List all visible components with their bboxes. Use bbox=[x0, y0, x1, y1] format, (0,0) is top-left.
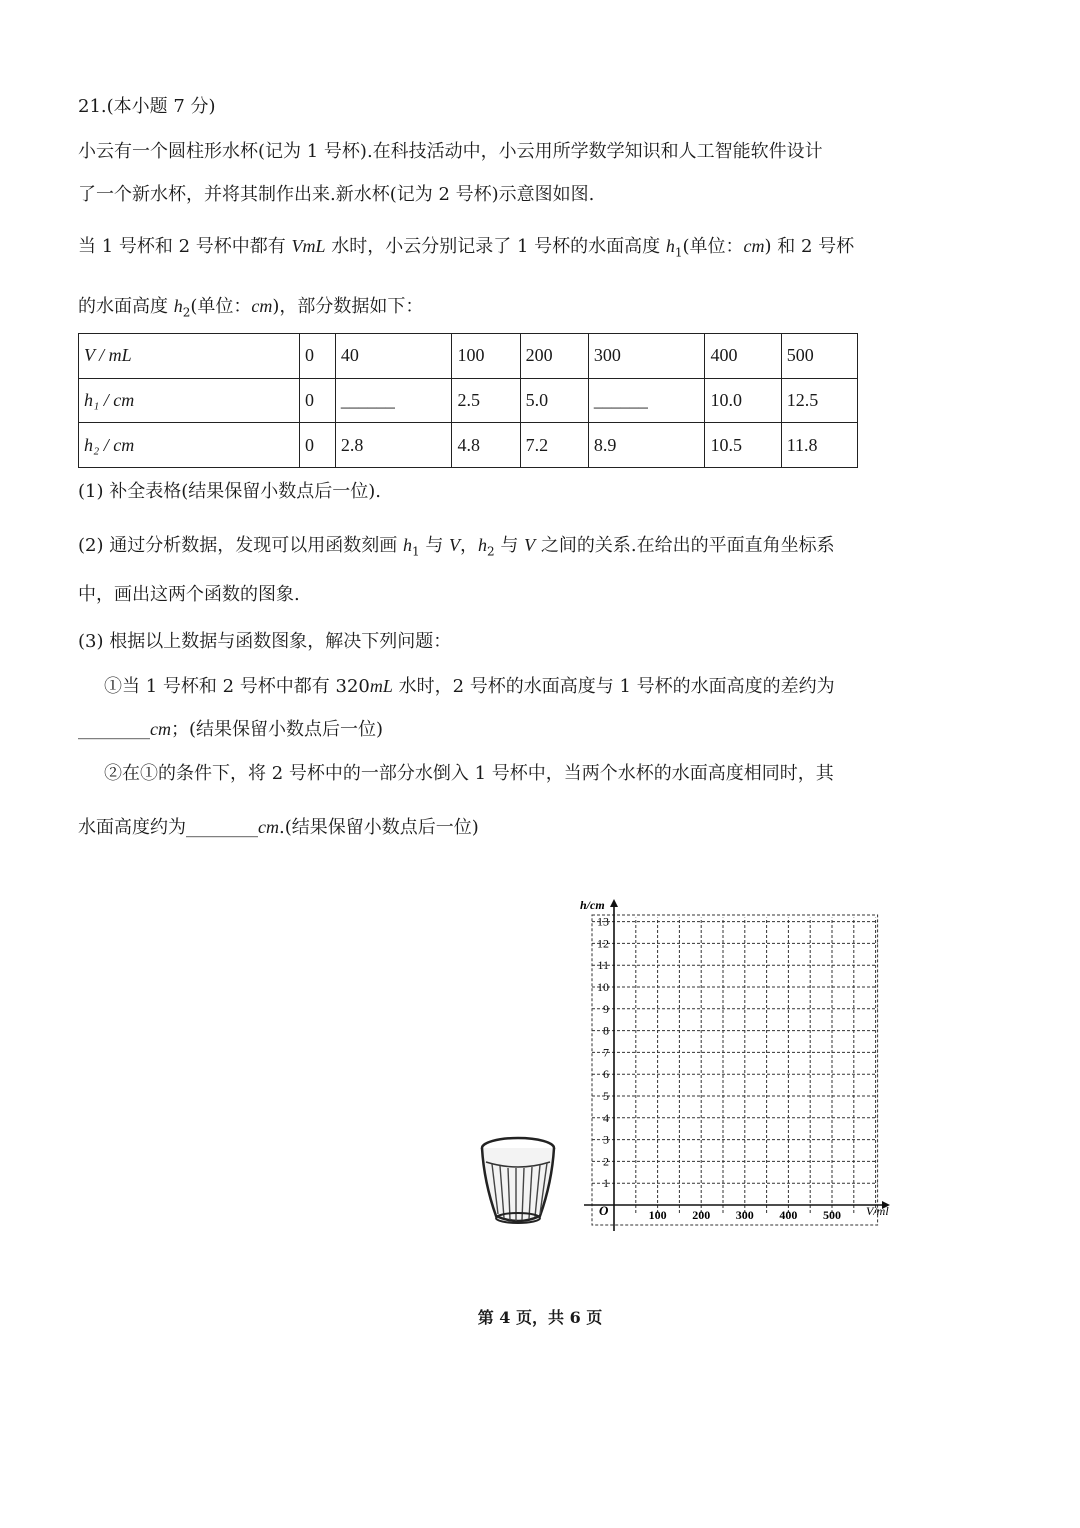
x-tick-label: 500 bbox=[823, 1208, 841, 1222]
y-tick-label: 13 bbox=[597, 914, 609, 929]
table-cell: 11.8 bbox=[781, 423, 857, 468]
question-text: 之间的关系.在给出的平面直角坐标系 bbox=[535, 535, 835, 556]
y-tick-label: 10 bbox=[597, 980, 609, 994]
y-tick-label: 7 bbox=[603, 1045, 609, 1060]
problem-header bbox=[78, 95, 216, 119]
y-tick-label: 6 bbox=[603, 1067, 609, 1082]
y-axis-label: h/cm bbox=[580, 898, 605, 912]
h1-var: h bbox=[402, 535, 412, 555]
table-cell: 10.5 bbox=[705, 423, 781, 468]
condition-text: ) 和 2 号杯 bbox=[764, 236, 855, 257]
table-cell: 0 bbox=[300, 423, 336, 468]
coordinate-grid[interactable] bbox=[570, 893, 910, 1233]
volume-var: V bbox=[524, 535, 536, 555]
x-tick-label: 200 bbox=[692, 1208, 711, 1222]
condition-text: 当 1 号杯和 2 号杯中都有 bbox=[78, 236, 292, 257]
y-axis-arrow-icon bbox=[610, 899, 618, 907]
table-row-h2 bbox=[79, 423, 858, 468]
table-header-h1: h₁ / cm bbox=[79, 378, 300, 423]
grid-lines bbox=[592, 915, 878, 1225]
question-3-1-line-2 bbox=[78, 717, 383, 742]
volume-var: VmL bbox=[291, 236, 326, 256]
condition-text: 水时，小云分别记录了 1 号杯的水面高度 bbox=[325, 236, 666, 257]
question-text: (2) 通过分析数据，发现可以用函数刻画 bbox=[78, 535, 403, 556]
table-cell: 2.5 bbox=[452, 378, 520, 423]
unit-ml: mL bbox=[369, 676, 393, 696]
tick-labels bbox=[597, 915, 841, 1222]
x-tick-label: 400 bbox=[779, 1208, 798, 1222]
question-3-2: ②在①的条件下，将 2 号杯中的一部分水倒入 1 号杯中，当两个水杯的水面高度相同时，其 bbox=[104, 763, 834, 784]
question-3-1 bbox=[104, 674, 835, 699]
table-cell: 300 bbox=[588, 334, 705, 379]
y-tick-label: 8 bbox=[603, 1023, 609, 1038]
origin-label: O bbox=[599, 1203, 609, 1218]
table-cell: 0 bbox=[300, 334, 336, 379]
table-row-v bbox=[79, 334, 858, 379]
table-cell: 200 bbox=[520, 334, 588, 379]
question-2-line-1 bbox=[78, 533, 835, 564]
h2-subscript: 2 bbox=[487, 544, 495, 559]
intro-line-2: 了一个新水杯，并将其制作出来.新水杯(记为 2 号杯)示意图如图. bbox=[78, 184, 595, 205]
table-cell: 7.2 bbox=[520, 423, 588, 468]
unit-cm: cm bbox=[258, 817, 279, 837]
page-footer: 第 4 页，共 6 页 bbox=[477, 1308, 603, 1327]
table-header-v: V / mL bbox=[79, 334, 300, 379]
h1-subscript: 1 bbox=[674, 245, 683, 260]
question-text: ①当 1 号杯和 2 号杯中都有 320 bbox=[104, 676, 370, 697]
table-cell: 12.5 bbox=[781, 378, 857, 423]
table-blank-cell[interactable]: ______ bbox=[335, 378, 452, 423]
y-tick-label: 4 bbox=[603, 1110, 609, 1125]
x-axis-label: V/ml bbox=[866, 1204, 889, 1218]
cup-illustration bbox=[476, 1132, 560, 1228]
y-tick-label: 12 bbox=[597, 936, 609, 951]
question-text: 与 bbox=[419, 535, 450, 556]
axes bbox=[584, 899, 890, 1231]
table-row-h1 bbox=[79, 378, 858, 423]
table-cell: 10.0 bbox=[705, 378, 781, 423]
volume-var: V bbox=[449, 535, 461, 555]
condition-text: )，部分数据如下： bbox=[272, 296, 424, 317]
problem-points: (本小题 7 分) bbox=[106, 96, 216, 117]
condition-line-1 bbox=[78, 234, 854, 265]
table-cell: 40 bbox=[335, 334, 452, 379]
condition-line-2 bbox=[78, 294, 423, 325]
question-text: ；(结果保留小数点后一位) bbox=[171, 719, 384, 740]
table-cell: 500 bbox=[781, 334, 857, 379]
table-cell: 400 bbox=[705, 334, 781, 379]
condition-text: 的水面高度 bbox=[78, 296, 174, 317]
question-2-line-2: 中，画出这两个函数的图象. bbox=[78, 584, 300, 605]
table-cell: 8.9 bbox=[588, 423, 705, 468]
question-text: ， bbox=[460, 535, 479, 556]
unit-cm: cm bbox=[743, 236, 765, 256]
table-blank-cell[interactable]: ______ bbox=[588, 378, 705, 423]
y-tick-label: 1 bbox=[603, 1176, 609, 1191]
x-tick-label: 100 bbox=[648, 1208, 667, 1222]
question-1: (1) 补全表格(结果保留小数点后一位). bbox=[78, 481, 381, 502]
question-text: 水面高度约为________ bbox=[78, 817, 258, 838]
y-tick-label: 3 bbox=[603, 1132, 609, 1147]
question-3-2-line-2 bbox=[78, 815, 479, 840]
table-cell: 2.8 bbox=[335, 423, 452, 468]
unit-cm: cm bbox=[150, 719, 171, 739]
problem-number: 21. bbox=[78, 96, 107, 117]
x-tick-label: 300 bbox=[735, 1208, 754, 1222]
table-cell: 0 bbox=[300, 378, 336, 423]
condition-text: (单位： bbox=[190, 296, 252, 317]
y-tick-label: 11 bbox=[597, 958, 609, 973]
question-3: (3) 根据以上数据与函数图象，解决下列问题： bbox=[78, 631, 452, 652]
y-tick-label: 2 bbox=[603, 1154, 609, 1169]
unit-cm: cm bbox=[251, 296, 273, 316]
table-cell: 5.0 bbox=[520, 378, 588, 423]
table-cell: 4.8 bbox=[452, 423, 520, 468]
data-table bbox=[78, 333, 858, 468]
condition-text: (单位： bbox=[682, 236, 744, 257]
table-cell: 100 bbox=[452, 334, 520, 379]
question-text: 与 bbox=[494, 535, 525, 556]
h1-var: h bbox=[665, 236, 675, 256]
answer-blank[interactable]: ________ bbox=[78, 719, 150, 740]
grid-frame bbox=[592, 915, 878, 1225]
h1-subscript: 1 bbox=[411, 544, 420, 559]
y-tick-label: 5 bbox=[603, 1089, 609, 1103]
table-header-h2: h₂ / cm bbox=[79, 423, 300, 468]
question-text: .(结果保留小数点后一位) bbox=[279, 817, 479, 838]
h2-subscript: 2 bbox=[182, 305, 191, 320]
h2-var: h bbox=[173, 296, 183, 316]
question-text: 水时，2 号杯的水面高度与 1 号杯的水面高度的差约为 bbox=[392, 676, 835, 697]
y-tick-label: 9 bbox=[603, 1001, 609, 1016]
intro-line-1: 小云有一个圆柱形水杯(记为 1 号杯).在科技活动中，小云用所学数学知识和人工智能软件设计 bbox=[78, 141, 823, 162]
h2-var: h bbox=[478, 535, 488, 555]
